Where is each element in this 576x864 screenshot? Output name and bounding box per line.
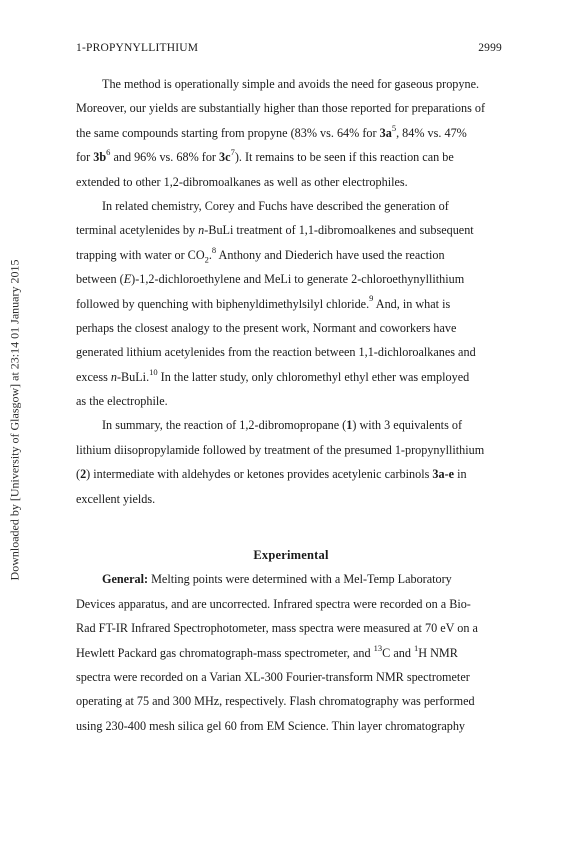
- compound-label: 1: [346, 418, 353, 433]
- citation-ref: 6: [106, 147, 111, 158]
- text-line: trapping with water or $CO_2.^8$ Anthony and Diederich have used the reaction: [76, 244, 445, 265]
- compound-label: 3b: [93, 150, 107, 165]
- compound-label: 2: [80, 467, 87, 482]
- text-line: excess n-BuLi.$^{10}$ In the latter study, only chloromethyl ethyl ether was employed: [76, 366, 470, 384]
- article-body: [76, 72, 506, 738]
- text-line: as the electrophile.: [76, 394, 168, 409]
- page-number: 2999: [478, 42, 502, 54]
- text-line: followed by quenching with biphenyldimethylsilyl chloride.$^9$ And, in what is: [76, 293, 451, 311]
- text-line: generated lithium acetylenides from the reaction between 1,1-dichloroalkanes and: [76, 345, 476, 360]
- citation-ref: 5: [391, 122, 397, 133]
- text-line: the same compounds starting from propyne (83% vs. 64% for $3a^5$, 84% vs. 47%: [76, 122, 467, 140]
- download-watermark: [5, 210, 25, 630]
- text-line: operating at 75 and 300 MHz, respectively. Flash chromatography was performed: [76, 694, 475, 709]
- text-line: terminal acetylenides by n-BuLi treatment of 1,1-dibromoalkenes and subsequent: [76, 223, 474, 238]
- text-line: perhaps the closest analogy to the present work, Normant and coworkers have: [76, 320, 457, 335]
- running-head: [76, 42, 502, 58]
- text-line: between (E)-1,2-dichloroethylene and MeLi to generate 2-chloroethynyllithium: [76, 272, 465, 287]
- compound-label: 3c: [219, 150, 231, 165]
- text-line: Rad FT-IR Infrared Spectrophotometer, mass spectra were measured at 70 eV on a: [76, 621, 478, 636]
- text-line: (2) intermediate with aldehydes or ketones provides acetylenic carbinols 3a-e in: [76, 467, 467, 482]
- text-line: In related chemistry, Corey and Fuchs have described the generation of: [102, 198, 449, 213]
- citation-ref: 8: [211, 244, 217, 255]
- section-heading-experimental: Experimental: [253, 548, 329, 563]
- text-line: for $3b^6$ and 96% vs. 68% for $3c^7$). It remains to be seen if this reaction can be: [76, 147, 454, 165]
- text-line: Moreover, our yields are substantially higher than those reported for preparations of: [76, 101, 486, 116]
- download-watermark-text: Downloaded by [University of Glasgow] at 23:14 01 January 2015: [7, 259, 22, 581]
- text-line: In summary, the reaction of 1,2-dibromopropane (1) with 3 equivalents of: [102, 418, 463, 433]
- text-line: Hewlett Packard gas chromatograph-mass spectrometer, and $^{13}$C and $^1$H NMR: [76, 642, 458, 660]
- citation-ref: 9: [369, 293, 374, 304]
- text-line: Devices apparatus, and are uncorrected. Infrared spectra were recorded on a Bio-: [76, 596, 471, 611]
- compound-label: 3a-e: [432, 467, 455, 482]
- text-line: General: Melting points were determined with a Mel-Temp Laboratory: [102, 572, 452, 587]
- citation-ref: 10: [149, 366, 158, 377]
- citation-ref: 7: [230, 147, 235, 158]
- text-line: extended to other 1,2-dibromoalkanes as well as other electrophiles.: [76, 174, 408, 189]
- running-title: 1-PROPYNYLLITHIUM: [76, 42, 199, 54]
- text-line: spectra were recorded on a Varian XL-300 Fourier-transform NMR spectrometer: [76, 669, 470, 684]
- text-line: excellent yields.: [76, 491, 156, 506]
- text-line: using 230-400 mesh silica gel 60 from EM Science. Thin layer chromatography: [76, 718, 466, 733]
- compound-label: 3a: [379, 125, 392, 140]
- text-line: lithium diisopropylamide followed by treatment of the presumed 1-propynyllithium: [76, 442, 485, 457]
- text-line: The method is operationally simple and avoids the need for gaseous propyne.: [102, 77, 480, 91]
- subsection-label: General:: [102, 572, 149, 587]
